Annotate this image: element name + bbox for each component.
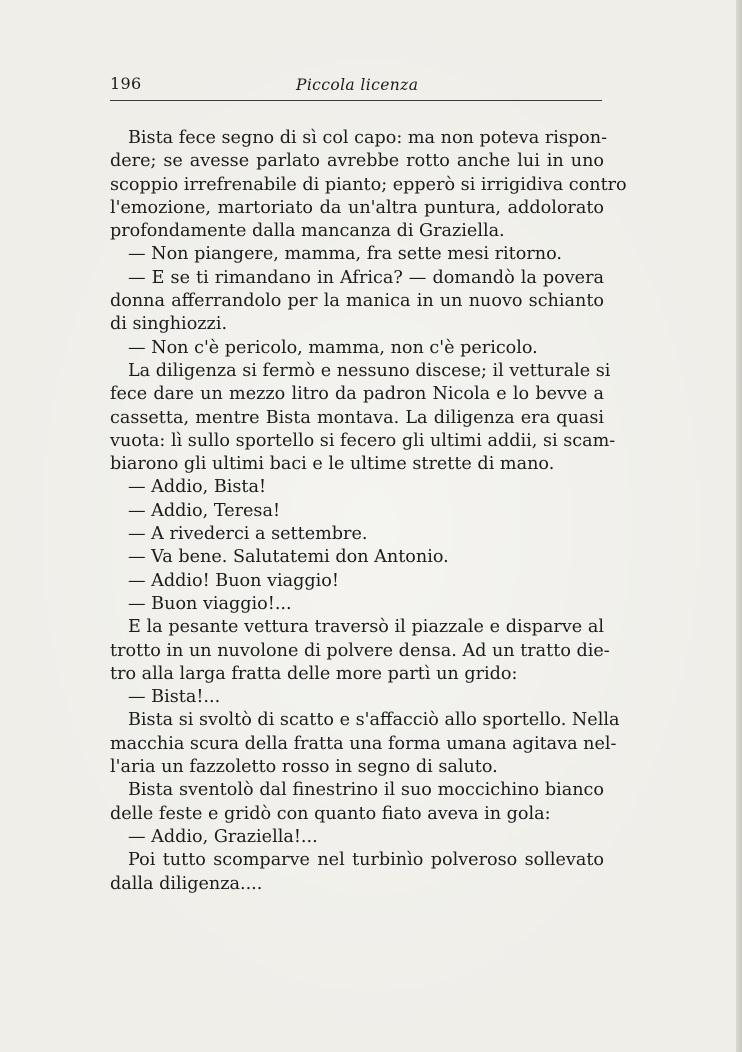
text-line: — Va bene. Salutatemi don Antonio. <box>128 547 449 568</box>
text-line: donna afferrandolo per la manica in un nuovo schianto <box>110 291 604 312</box>
text-line: l'aria un fazzoletto rosso in segno di saluto. <box>110 757 498 778</box>
page-header <box>110 74 602 98</box>
text-line: Poi tutto scomparve nel turbinìo polveroso sollevato <box>128 850 604 871</box>
text-line: biarono gli ultimi baci e le ultime strette di mano. <box>110 454 555 475</box>
text-line: tro alla larga fratta delle more partì un grido: <box>110 663 518 684</box>
text-line: delle feste e gridò con quanto fiato aveva in gola: <box>110 803 551 824</box>
running-title: Piccola licenza <box>296 76 419 94</box>
text-line: di singhiozzi. <box>110 314 228 335</box>
text-line: l'emozione, martoriato da un'altra puntura, addolorato <box>110 197 604 218</box>
text-line: cassetta, mentre Bista montava. La diligenza era quasi <box>110 407 604 428</box>
page-edge <box>736 0 742 1052</box>
text-line: — A rivederci a settembre. <box>128 524 368 545</box>
text-line: E la pesante vettura traversò il piazzale e disparve al <box>128 617 604 638</box>
text-line: dalla diligenza.... <box>110 873 263 894</box>
text-line: Bista si svoltò di scatto e s'affacciò allo sportello. Nella <box>128 710 620 731</box>
text-line: — Addio, Teresa! <box>128 500 281 521</box>
text-line: trotto in un nuvolone di polvere densa. Ad un tratto die- <box>110 640 610 661</box>
text-line: La diligenza si fermò e nessuno discese; il vetturale si <box>128 360 611 381</box>
text-line: — Non c'è pericolo, mamma, non c'è pericolo. <box>128 337 538 358</box>
text-line: — Addio! Buon viaggio! <box>128 570 339 591</box>
text-line: — Addio, Bista! <box>128 477 267 498</box>
header-rule <box>110 100 602 101</box>
text-line: Bista fece segno di sì col capo: ma non poteva rispon- <box>128 128 608 148</box>
text-line: — Buon viaggio!... <box>128 593 292 614</box>
text-line: fece dare un mezzo litro da padron Nicola e lo bevve a <box>110 384 604 405</box>
text-line: profondamente dalla mancanza di Graziella. <box>110 221 505 242</box>
text-line: — Bista!... <box>128 687 221 708</box>
text-line: vuota: lì sullo sportello si fecero gli ultimi addii, si scam- <box>110 430 616 451</box>
text-line: Bista sventolò dal finestrino il suo moccichino bianco <box>128 780 604 801</box>
text-line: scoppio irrefrenabile di pianto; epperò si irrigidiva contro <box>110 174 627 195</box>
text-line: dere; se avesse parlato avrebbe rotto anche lui in uno <box>110 151 604 172</box>
body-text <box>110 127 627 896</box>
text-line: — Non piangere, mamma, fra sette mesi ritorno. <box>128 244 562 265</box>
text-line: macchia scura della fratta una forma umana agitava nel- <box>110 733 617 754</box>
page-number: 196 <box>110 74 142 93</box>
text-line: — E se ti rimandano in Africa? — domandò la povera <box>128 267 604 288</box>
text-line: — Addio, Graziella!... <box>128 826 318 847</box>
